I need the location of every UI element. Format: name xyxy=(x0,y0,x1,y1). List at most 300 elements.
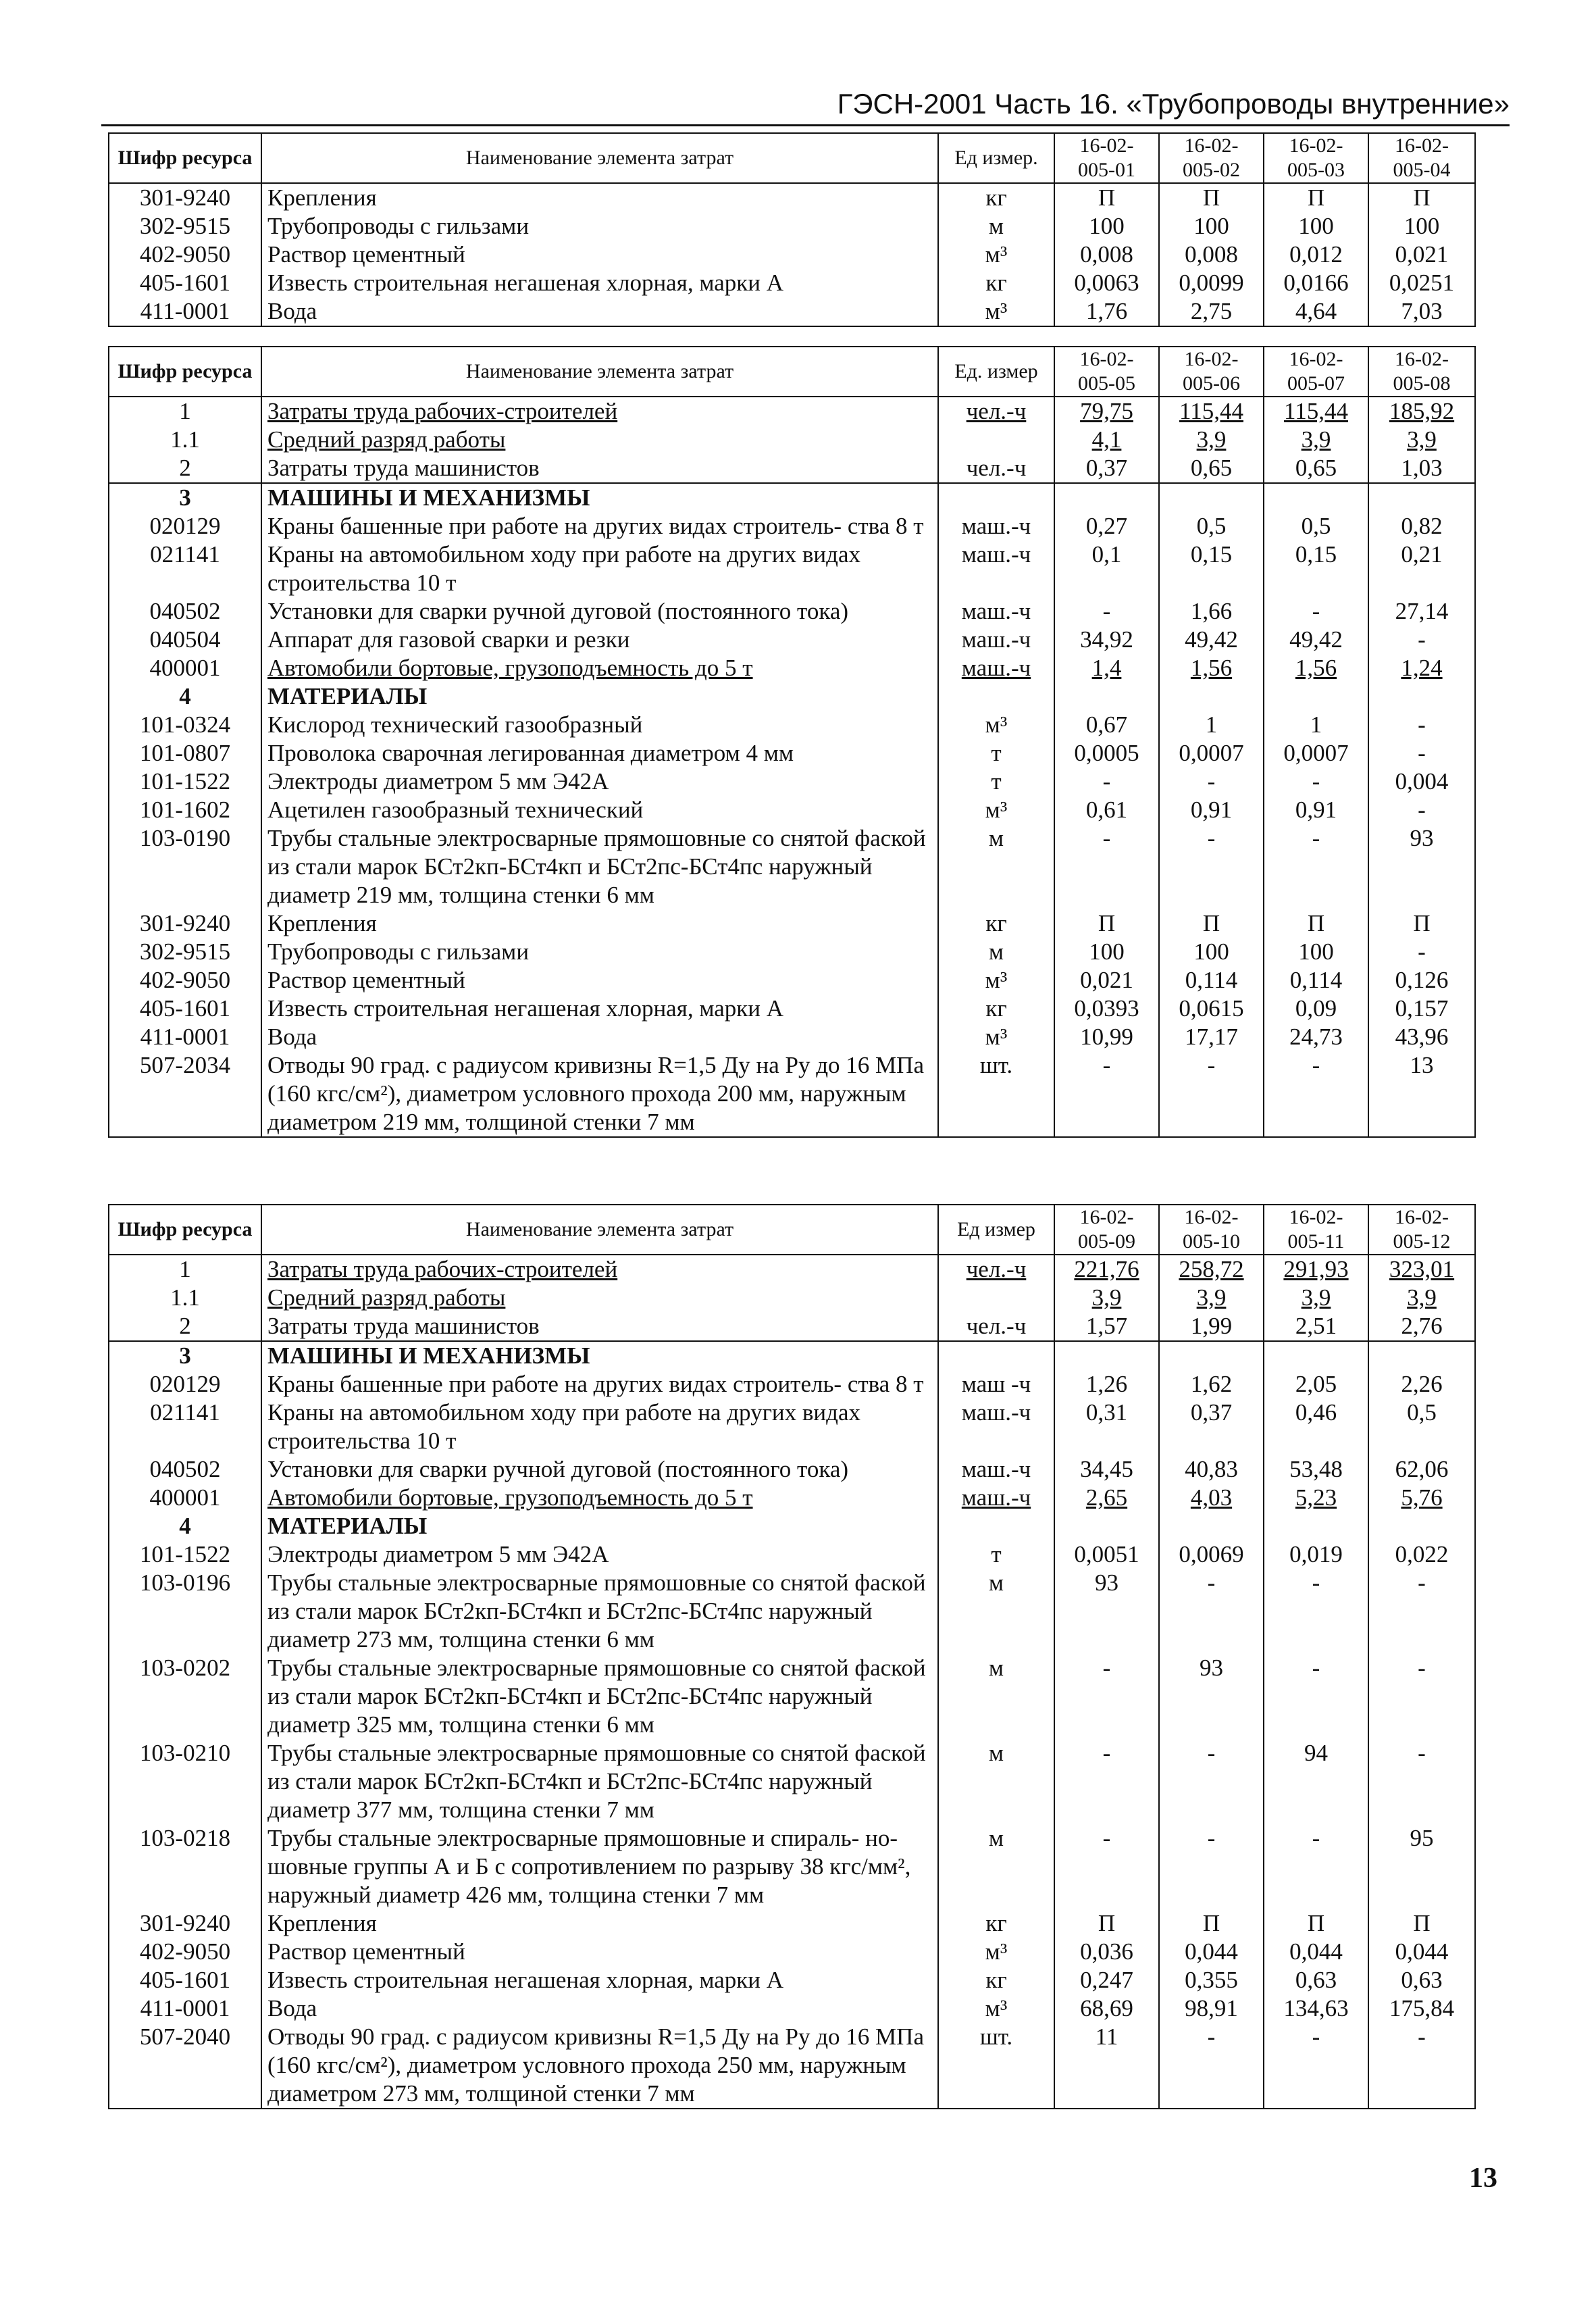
norm-value: - xyxy=(1054,1824,1159,1909)
table-row xyxy=(109,768,1475,796)
norm-value: 0,021 xyxy=(1368,241,1475,269)
page-header-title: ГЭСН-2001 Часть 16. «Трубопроводы внутренние» xyxy=(101,86,1510,126)
norm-value: 27,14 xyxy=(1368,597,1475,626)
header-unit: Ед. измер xyxy=(938,347,1054,397)
table-header-row xyxy=(109,347,1475,397)
norm-value: 115,44 xyxy=(1159,397,1264,426)
resource-code: 1 xyxy=(109,1255,261,1284)
norm-value xyxy=(1368,682,1475,711)
norm-prefix: 16-02- xyxy=(1184,134,1239,157)
table-row xyxy=(109,1938,1475,1966)
norm-number: 005-07 xyxy=(1287,372,1345,395)
resource-name: Крепления xyxy=(261,1909,938,1938)
norm-value: 95 xyxy=(1368,1824,1475,1909)
table-row xyxy=(109,1739,1475,1824)
norm-value: 100 xyxy=(1159,212,1264,241)
table-row xyxy=(109,739,1475,768)
norm-value: 4,03 xyxy=(1159,1484,1264,1512)
norm-value: 2,26 xyxy=(1368,1370,1475,1399)
norm-value: 3,9 xyxy=(1368,426,1475,454)
norm-value: П xyxy=(1264,1909,1368,1938)
norm-value: 1,76 xyxy=(1054,297,1159,326)
norm-value: 100 xyxy=(1264,212,1368,241)
norm-value xyxy=(1054,483,1159,512)
resource-code: 3 xyxy=(109,483,261,512)
norm-value: 0,46 xyxy=(1264,1399,1368,1455)
resource-name: Краны башенные при работе на других видах строитель- ства 8 т xyxy=(261,1370,938,1399)
norm-value: 3,9 xyxy=(1159,426,1264,454)
norm-value: 1 xyxy=(1264,711,1368,739)
resource-name: Известь строительная негашеная хлорная, марки А xyxy=(261,269,938,297)
header-unit: Ед измер. xyxy=(938,133,1054,183)
norm-value: 3,9 xyxy=(1264,1284,1368,1312)
resource-code: 402-9050 xyxy=(109,966,261,995)
norm-value: 0,63 xyxy=(1368,1966,1475,1994)
norm-value: 1,56 xyxy=(1159,654,1264,682)
norm-value: 2,05 xyxy=(1264,1370,1368,1399)
norm-value: 0,0005 xyxy=(1054,739,1159,768)
resource-name: Затраты труда машинистов xyxy=(261,454,938,483)
norm-value: 98,91 xyxy=(1159,1994,1264,2023)
norm-value: 0,5 xyxy=(1368,1399,1475,1455)
table-row xyxy=(109,711,1475,739)
resource-name: Вода xyxy=(261,297,938,326)
table-row xyxy=(109,269,1475,297)
norm-value: 0,65 xyxy=(1159,454,1264,483)
resource-code: 301-9240 xyxy=(109,183,261,212)
resource-name: МАШИНЫ И МЕХАНИЗМЫ xyxy=(261,483,938,512)
table-row xyxy=(109,1312,1475,1341)
norm-prefix: 16-02- xyxy=(1395,134,1449,157)
norm-value: П xyxy=(1368,183,1475,212)
norm-value: 2,76 xyxy=(1368,1312,1475,1341)
norm-value: 0,0069 xyxy=(1159,1540,1264,1569)
norm-value: 185,92 xyxy=(1368,397,1475,426)
resource-unit: м³ xyxy=(938,796,1054,824)
header-name: Наименование элемента затрат xyxy=(261,347,938,397)
resource-unit xyxy=(938,426,1054,454)
norm-value: 0,15 xyxy=(1159,540,1264,597)
table-row xyxy=(109,241,1475,269)
resource-name: Затраты труда машинистов xyxy=(261,1312,938,1341)
norm-prefix: 16-02- xyxy=(1079,348,1134,370)
table-row xyxy=(109,1569,1475,1654)
table-row xyxy=(109,1484,1475,1512)
resource-unit: м³ xyxy=(938,1994,1054,2023)
table-row xyxy=(109,183,1475,212)
norm-value xyxy=(1054,1512,1159,1540)
resource-unit: шт. xyxy=(938,2023,1054,2109)
norm-value: 100 xyxy=(1054,938,1159,966)
norm-value: 1,62 xyxy=(1159,1370,1264,1399)
norm-value: - xyxy=(1368,796,1475,824)
norm-value: - xyxy=(1368,938,1475,966)
table-row xyxy=(109,796,1475,824)
header-norm-column xyxy=(1264,347,1368,397)
norm-value: 0,355 xyxy=(1159,1966,1264,1994)
norm-value: 0,0051 xyxy=(1054,1540,1159,1569)
resource-code: 4 xyxy=(109,1512,261,1540)
table-row xyxy=(109,1654,1475,1739)
header-norm-column xyxy=(1159,133,1264,183)
table-row xyxy=(109,824,1475,909)
norm-value: 0,0251 xyxy=(1368,269,1475,297)
header-norm-column xyxy=(1264,1205,1368,1255)
norm-value xyxy=(1054,682,1159,711)
norm-value: - xyxy=(1368,1739,1475,1824)
norm-value: 100 xyxy=(1159,938,1264,966)
resource-unit: маш.-ч xyxy=(938,540,1054,597)
norm-value xyxy=(1159,483,1264,512)
resource-name: Затраты труда рабочих-строителей xyxy=(261,397,938,426)
resource-name: Электроды диаметром 5 мм Э42А xyxy=(261,768,938,796)
norm-prefix: 16-02- xyxy=(1079,1206,1134,1228)
norm-value: - xyxy=(1159,1824,1264,1909)
norm-number: 005-10 xyxy=(1183,1230,1240,1253)
norm-value: - xyxy=(1368,2023,1475,2109)
resource-unit: маш.-ч xyxy=(938,512,1054,540)
resource-code: 405-1601 xyxy=(109,995,261,1023)
resource-name: МАШИНЫ И МЕХАНИЗМЫ xyxy=(261,1341,938,1370)
table-row xyxy=(109,1909,1475,1938)
norm-value: 0,0007 xyxy=(1264,739,1368,768)
resource-code: 020129 xyxy=(109,1370,261,1399)
resource-code: 411-0001 xyxy=(109,1994,261,2023)
norm-value: 2,75 xyxy=(1159,297,1264,326)
resource-unit: маш -ч xyxy=(938,1370,1054,1399)
resource-code: 2 xyxy=(109,454,261,483)
table-row xyxy=(109,597,1475,626)
norm-value: - xyxy=(1159,768,1264,796)
resource-unit xyxy=(938,1512,1054,1540)
norm-value: - xyxy=(1264,2023,1368,2109)
norm-value: 43,96 xyxy=(1368,1023,1475,1051)
norm-number: 005-04 xyxy=(1393,159,1451,181)
resource-unit: т xyxy=(938,768,1054,796)
norm-value: - xyxy=(1264,597,1368,626)
resource-code: 4 xyxy=(109,682,261,711)
norm-value: 93 xyxy=(1054,1569,1159,1654)
norm-value: - xyxy=(1264,824,1368,909)
resource-code: 302-9515 xyxy=(109,938,261,966)
norm-number: 005-09 xyxy=(1078,1230,1135,1253)
norm-prefix: 16-02- xyxy=(1395,1206,1449,1228)
resource-name: МАТЕРИАЛЫ xyxy=(261,1512,938,1540)
header-norm-column xyxy=(1159,347,1264,397)
norm-prefix: 16-02- xyxy=(1289,1206,1343,1228)
norm-value: 40,83 xyxy=(1159,1455,1264,1484)
norm-value: 1,03 xyxy=(1368,454,1475,483)
norm-value: 175,84 xyxy=(1368,1994,1475,2023)
norm-value: 68,69 xyxy=(1054,1994,1159,2023)
table-row xyxy=(109,682,1475,711)
resource-name: Известь строительная негашеная хлорная, марки А xyxy=(261,995,938,1023)
norm-value: 0,022 xyxy=(1368,1540,1475,1569)
norm-value: П xyxy=(1159,183,1264,212)
resource-unit: м³ xyxy=(938,711,1054,739)
norm-value: - xyxy=(1264,1051,1368,1137)
resource-unit: м³ xyxy=(938,297,1054,326)
resource-code: 101-1522 xyxy=(109,768,261,796)
resource-unit: т xyxy=(938,739,1054,768)
resource-code: 301-9240 xyxy=(109,909,261,938)
resource-unit: м xyxy=(938,938,1054,966)
resource-name: Средний разряд работы xyxy=(261,1284,938,1312)
norm-value: П xyxy=(1368,1909,1475,1938)
resource-unit: м³ xyxy=(938,966,1054,995)
norm-value: 1,99 xyxy=(1159,1312,1264,1341)
resource-unit: чел.-ч xyxy=(938,1312,1054,1341)
resource-code: 101-1602 xyxy=(109,796,261,824)
resource-unit: кг xyxy=(938,1909,1054,1938)
resource-unit: маш.-ч xyxy=(938,1455,1054,1484)
norm-value: 0,157 xyxy=(1368,995,1475,1023)
norm-value: - xyxy=(1054,768,1159,796)
table-row xyxy=(109,1966,1475,1994)
resource-name: Трубы стальные электросварные прямошовные и спираль- но-шовные группы А и Б с сопротивлением по разрыву 38 кгс/мм², наружный диаметр 426 мм, толщина стенки 7 мм xyxy=(261,1824,938,1909)
norm-value: 0,114 xyxy=(1264,966,1368,995)
norm-value: 11 xyxy=(1054,2023,1159,2109)
resource-name: Ацетилен газообразный технический xyxy=(261,796,938,824)
norm-value: 0,0099 xyxy=(1159,269,1264,297)
resource-code: 101-0807 xyxy=(109,739,261,768)
norm-value: 2,51 xyxy=(1264,1312,1368,1341)
norm-value xyxy=(1159,1512,1264,1540)
table-row xyxy=(109,1284,1475,1312)
resource-name: Установки для сварки ручной дуговой (постоянного тока) xyxy=(261,1455,938,1484)
resource-name: Трубы стальные электросварные прямошовные со снятой фаской из стали марок БСт2кп-БСт4кп и БСт2пс-БСт4пс наружный диаметр 377 мм, толщина стенки 7 мм xyxy=(261,1739,938,1824)
resource-name: Трубы стальные электросварные прямошовные со снятой фаской из стали марок БСт2кп-БСт4кп и БСт2пс-БСт4пс наружный диаметр 273 мм, толщина стенки 6 мм xyxy=(261,1569,938,1654)
norm-value: 0,114 xyxy=(1159,966,1264,995)
norm-value: 3,9 xyxy=(1159,1284,1264,1312)
resource-name: Кислород технический газообразный xyxy=(261,711,938,739)
header-norm-column xyxy=(1054,347,1159,397)
norm-value: 221,76 xyxy=(1054,1255,1159,1284)
table-row xyxy=(109,966,1475,995)
norm-number: 005-12 xyxy=(1393,1230,1451,1253)
norm-value: - xyxy=(1054,1654,1159,1739)
resource-unit: м xyxy=(938,1654,1054,1739)
norm-value: - xyxy=(1264,1569,1368,1654)
resource-code: 040502 xyxy=(109,1455,261,1484)
table-header-row xyxy=(109,133,1475,183)
norm-value: П xyxy=(1054,1909,1159,1938)
table-row xyxy=(109,1512,1475,1540)
header-norm-column xyxy=(1368,133,1475,183)
norm-value: 0,012 xyxy=(1264,241,1368,269)
resource-table-2 xyxy=(108,346,1476,1138)
norm-value: - xyxy=(1264,1654,1368,1739)
norm-value: 0,27 xyxy=(1054,512,1159,540)
norm-value: - xyxy=(1368,626,1475,654)
resource-name: Проволока сварочная легированная диаметром 4 мм xyxy=(261,739,938,768)
norm-value xyxy=(1159,682,1264,711)
norm-value: 0,126 xyxy=(1368,966,1475,995)
table-row xyxy=(109,1370,1475,1399)
resource-code: 021141 xyxy=(109,1399,261,1455)
norm-value: 0,5 xyxy=(1264,512,1368,540)
resource-code: 101-1522 xyxy=(109,1540,261,1569)
resource-unit: чел.-ч xyxy=(938,1255,1054,1284)
resource-code: 400001 xyxy=(109,1484,261,1512)
resource-code: 101-0324 xyxy=(109,711,261,739)
resource-code: 402-9050 xyxy=(109,1938,261,1966)
resource-name: Раствор цементный xyxy=(261,966,938,995)
table-row xyxy=(109,995,1475,1023)
resource-unit: кг xyxy=(938,995,1054,1023)
norm-value xyxy=(1159,1341,1264,1370)
resource-unit: чел.-ч xyxy=(938,454,1054,483)
norm-value: 0,91 xyxy=(1264,796,1368,824)
table-row xyxy=(109,654,1475,682)
norm-value: 93 xyxy=(1368,824,1475,909)
norm-value: 34,92 xyxy=(1054,626,1159,654)
norm-value xyxy=(1368,1341,1475,1370)
table-row xyxy=(109,426,1475,454)
header-norm-column xyxy=(1368,347,1475,397)
resource-name: Краны башенные при работе на других видах строитель- ства 8 т xyxy=(261,512,938,540)
header-unit: Ед измер xyxy=(938,1205,1054,1255)
norm-value: 1,57 xyxy=(1054,1312,1159,1341)
resource-table-1 xyxy=(108,132,1476,327)
norm-value: 94 xyxy=(1264,1739,1368,1824)
norm-value: - xyxy=(1054,1739,1159,1824)
norm-value: - xyxy=(1264,1824,1368,1909)
resource-unit: кг xyxy=(938,183,1054,212)
header-code: Шифр ресурса xyxy=(109,1205,261,1255)
norm-value: 0,15 xyxy=(1264,540,1368,597)
norm-value: - xyxy=(1264,768,1368,796)
resource-unit: кг xyxy=(938,909,1054,938)
norm-value: 1,4 xyxy=(1054,654,1159,682)
resource-code: 2 xyxy=(109,1312,261,1341)
norm-value: П xyxy=(1368,909,1475,938)
norm-value: 3,9 xyxy=(1054,1284,1159,1312)
norm-value: 5,23 xyxy=(1264,1484,1368,1512)
table-row xyxy=(109,1994,1475,2023)
norm-value: - xyxy=(1054,597,1159,626)
resource-name: Трубы стальные электросварные прямошовные со снятой фаской из стали марок БСт2кп-БСт4кп и БСт2пс-БСт4пс наружный диаметр 219 мм, толщина стенки 6 мм xyxy=(261,824,938,909)
resource-name: Установки для сварки ручной дуговой (постоянного тока) xyxy=(261,597,938,626)
norm-value: - xyxy=(1159,1569,1264,1654)
resource-code: 020129 xyxy=(109,512,261,540)
resource-code: 405-1601 xyxy=(109,1966,261,1994)
resource-code: 1 xyxy=(109,397,261,426)
norm-number: 005-08 xyxy=(1393,372,1451,395)
table-row xyxy=(109,397,1475,426)
norm-value: 0,008 xyxy=(1159,241,1264,269)
norm-value: 0,004 xyxy=(1368,768,1475,796)
resource-unit: м xyxy=(938,824,1054,909)
resource-code: 103-0196 xyxy=(109,1569,261,1654)
table-row xyxy=(109,1540,1475,1569)
norm-value: 3,9 xyxy=(1264,426,1368,454)
norm-number: 005-01 xyxy=(1078,159,1135,181)
norm-value: 115,44 xyxy=(1264,397,1368,426)
table-row xyxy=(109,2023,1475,2109)
norm-value: 17,17 xyxy=(1159,1023,1264,1051)
norm-value: 62,06 xyxy=(1368,1455,1475,1484)
norm-value xyxy=(1264,1512,1368,1540)
norm-value: П xyxy=(1054,909,1159,938)
resource-unit: кг xyxy=(938,1966,1054,1994)
resource-name: Автомобили бортовые, грузоподъемность до 5 т xyxy=(261,654,938,682)
norm-prefix: 16-02- xyxy=(1079,134,1134,157)
resource-unit: м xyxy=(938,1569,1054,1654)
norm-number: 005-06 xyxy=(1183,372,1240,395)
table-row xyxy=(109,1023,1475,1051)
norm-prefix: 16-02- xyxy=(1184,1206,1239,1228)
norm-value: 53,48 xyxy=(1264,1455,1368,1484)
norm-value: - xyxy=(1159,1051,1264,1137)
norm-number: 005-02 xyxy=(1183,159,1240,181)
resource-unit: м xyxy=(938,1739,1054,1824)
header-code: Шифр ресурса xyxy=(109,133,261,183)
resource-name: Автомобили бортовые, грузоподъемность до 5 т xyxy=(261,1484,938,1512)
norm-value: 0,019 xyxy=(1264,1540,1368,1569)
norm-value: 5,76 xyxy=(1368,1484,1475,1512)
norm-value: 79,75 xyxy=(1054,397,1159,426)
resource-unit: маш.-ч xyxy=(938,1484,1054,1512)
norm-value: 100 xyxy=(1368,212,1475,241)
table-row xyxy=(109,297,1475,326)
norm-value: 291,93 xyxy=(1264,1255,1368,1284)
norm-value: 0,0063 xyxy=(1054,269,1159,297)
norm-value: 0,21 xyxy=(1368,540,1475,597)
norm-value xyxy=(1054,1341,1159,1370)
resource-unit: шт. xyxy=(938,1051,1054,1137)
norm-value: 1,26 xyxy=(1054,1370,1159,1399)
norm-value: - xyxy=(1368,711,1475,739)
resource-unit: маш.-ч xyxy=(938,626,1054,654)
resource-name: Электроды диаметром 5 мм Э42А xyxy=(261,1540,938,1569)
resource-name: Крепления xyxy=(261,909,938,938)
resource-name: Трубопроводы с гильзами xyxy=(261,212,938,241)
header-code: Шифр ресурса xyxy=(109,347,261,397)
table-row xyxy=(109,1455,1475,1484)
resource-code: 103-0218 xyxy=(109,1824,261,1909)
norm-value: П xyxy=(1159,1909,1264,1938)
resource-unit xyxy=(938,1341,1054,1370)
norm-value: 323,01 xyxy=(1368,1255,1475,1284)
norm-value: 0,0166 xyxy=(1264,269,1368,297)
resource-unit: м³ xyxy=(938,1938,1054,1966)
resource-code: 507-2034 xyxy=(109,1051,261,1137)
resource-code: 040502 xyxy=(109,597,261,626)
norm-value: 1,24 xyxy=(1368,654,1475,682)
norm-value: 0,09 xyxy=(1264,995,1368,1023)
resource-code: 411-0001 xyxy=(109,1023,261,1051)
norm-value: 0,63 xyxy=(1264,1966,1368,1994)
norm-value: 0,5 xyxy=(1159,512,1264,540)
norm-value xyxy=(1368,1512,1475,1540)
norm-value: 258,72 xyxy=(1159,1255,1264,1284)
norm-value: - xyxy=(1159,2023,1264,2109)
norm-value: 0,021 xyxy=(1054,966,1159,995)
norm-value: 0,0615 xyxy=(1159,995,1264,1023)
resource-name: Вода xyxy=(261,1023,938,1051)
resource-unit xyxy=(938,1284,1054,1312)
resource-name: Известь строительная негашеная хлорная, марки А xyxy=(261,1966,938,1994)
norm-value: 24,73 xyxy=(1264,1023,1368,1051)
norm-value: 4,64 xyxy=(1264,297,1368,326)
table-header-row xyxy=(109,1205,1475,1255)
norm-value: - xyxy=(1159,824,1264,909)
resource-unit xyxy=(938,682,1054,711)
resource-unit: т xyxy=(938,1540,1054,1569)
norm-value xyxy=(1264,483,1368,512)
norm-value: 0,044 xyxy=(1159,1938,1264,1966)
